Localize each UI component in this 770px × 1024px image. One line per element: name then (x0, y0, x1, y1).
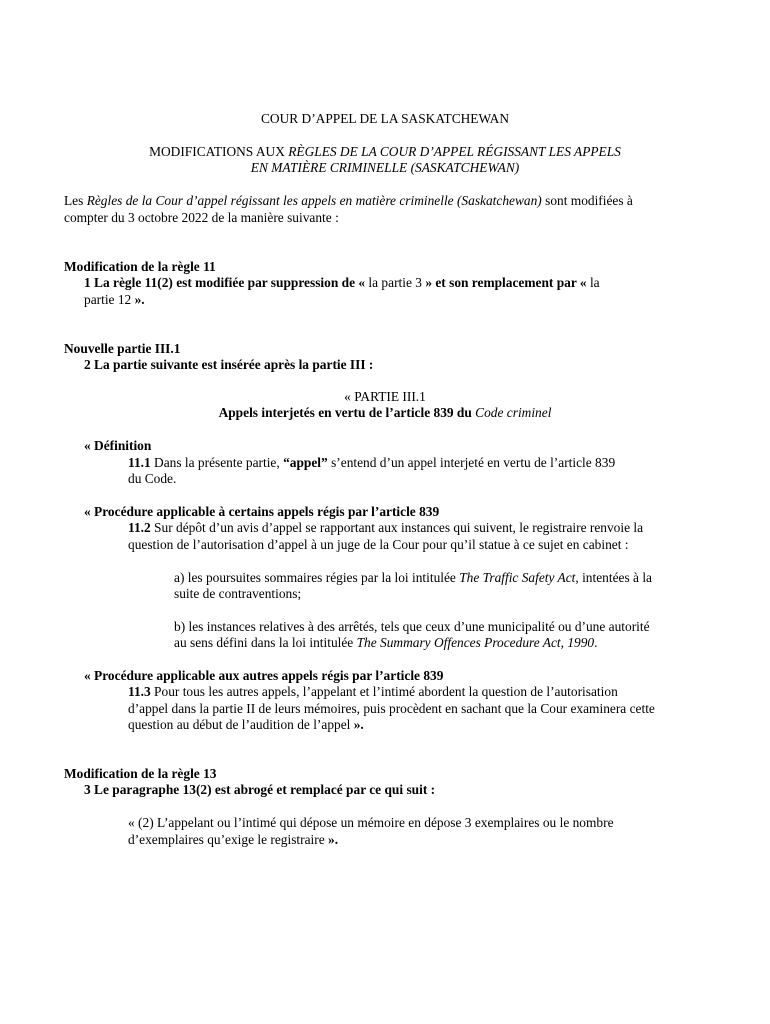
section1-item-line1 (84, 275, 600, 291)
item-a-act-title: The Traffic Safety Act (459, 570, 576, 585)
document-title-line1 (0, 144, 770, 160)
definition-line1 (128, 455, 615, 471)
part-subtitle (0, 405, 770, 421)
procedure1-line2: question de l’autorisation d’appel à un juge de la Cour pour qu’il statue à ce sujet en cabinet : (128, 537, 629, 552)
procedure2-line1 (128, 684, 618, 700)
intro-line2: compter du 3 octobre 2022 de la manière suivante : (64, 210, 339, 225)
procedure2-line3 (128, 717, 364, 733)
procedure2-number: 11.3 (128, 684, 151, 699)
quote-line2-text: d’exemplaires qu’exige le registraire (128, 832, 329, 847)
section3-heading: Modification de la règle 13 (64, 766, 217, 781)
intro-line1 (64, 193, 633, 209)
section1-item-line2-end: ». (134, 292, 145, 307)
definition-heading: « Définition (84, 438, 152, 453)
document-title-line2: EN MATIÈRE CRIMINELLE (SASKATCHEWAN) (250, 160, 520, 175)
section3-item: 3 Le paragraphe 13(2) est abrogé et remplacé par ce qui suit : (84, 782, 436, 797)
section1-item-bold2: » et son remplacement par « (425, 275, 590, 290)
procedure2-line2: d’appel dans la partie II de leurs mémoires, puis procèdent en sachant que la Cour examinera cette (128, 701, 655, 716)
intro-rules-title: Règles de la Cour d’appel régissant les appels en matière criminelle (Saskatchewan) (86, 193, 542, 208)
part-subtitle-italic: Code criminel (475, 405, 552, 420)
section2-item: 2 La partie suivante est insérée après la partie III : (84, 357, 374, 372)
procedure2-text: Pour tous les autres appels, l’appelant et l’intimé abordent la question de l’autorisation (150, 684, 618, 699)
section1-item-line2 (84, 292, 145, 308)
definition-term: “appel” (283, 455, 328, 470)
procedure1-line1 (128, 520, 643, 536)
procedure1-heading: « Procédure applicable à certains appels régis par l’article 839 (84, 504, 440, 519)
definition-text: Dans la présente partie, (150, 455, 284, 470)
intro-text: Les (64, 193, 87, 208)
intro-text-end: sont modifiées à (541, 193, 633, 208)
court-name: COUR D’APPEL DE LA SASKATCHEWAN (261, 111, 509, 126)
procedure1-number: 11.2 (128, 520, 151, 535)
procedure2-line3-text: question au début de l’audition de l’appel (128, 717, 354, 732)
section1-heading: Modification de la règle 11 (64, 259, 216, 274)
item-a-text: a) les poursuites sommaires régies par la loi intitulée (174, 570, 460, 585)
section1-item-bold: 1 La règle 11(2) est modifiée par suppression de « (84, 275, 369, 290)
section3-quote-line2 (128, 832, 338, 848)
section1-item-line2-text: partie 12 (84, 292, 135, 307)
definition-line2: du Code. (128, 471, 177, 486)
item-b-end: . (594, 635, 598, 650)
quote-line2-end: ». (328, 832, 339, 847)
title-prefix: MODIFICATIONS AUX (149, 144, 289, 159)
procedure1-item-b-line1: b) les instances relatives à des arrêtés, tels que ceux d’une municipalité ou d’une autorité (174, 619, 650, 634)
section3-quote-line1: « (2) L’appelant ou l’intimé qui dépose un mémoire en dépose 3 exemplaires ou le nombre (128, 815, 614, 830)
part-subtitle-bold: Appels interjetés en vertu de l’article 839 du (218, 405, 476, 420)
item-b-act-title: The Summary Offences Procedure Act, 1990 (356, 635, 595, 650)
section1-item-quoted: la partie 3 (368, 275, 426, 290)
item-b-text: au sens défini dans la loi intitulée (174, 635, 357, 650)
item-a-end: , intentées à la (575, 570, 652, 585)
section1-item-quoted2: la (589, 275, 600, 290)
procedure2-line3-end: ». (353, 717, 364, 732)
section2-heading: Nouvelle partie III.1 (64, 341, 181, 356)
definition-number: 11.1 (128, 455, 151, 470)
procedure1-item-a-line2: suite de contraventions; (174, 586, 302, 601)
procedure1-item-b-line2 (174, 635, 597, 651)
procedure1-text: Sur dépôt d’un avis d’appel se rapportant aux instances qui suivent, le registraire renvoie la (150, 520, 644, 535)
procedure2-heading: « Procédure applicable aux autres appels régis par l’article 839 (84, 668, 444, 683)
definition-text-end: s’entend d’un appel interjeté en vertu de l’article 839 (327, 455, 616, 470)
part-title: « PARTIE III.1 (344, 389, 426, 404)
title-italic-line1: RÈGLES DE LA COUR D’APPEL RÉGISSANT LES APPELS (288, 144, 621, 159)
procedure1-item-a-line1 (174, 570, 652, 586)
